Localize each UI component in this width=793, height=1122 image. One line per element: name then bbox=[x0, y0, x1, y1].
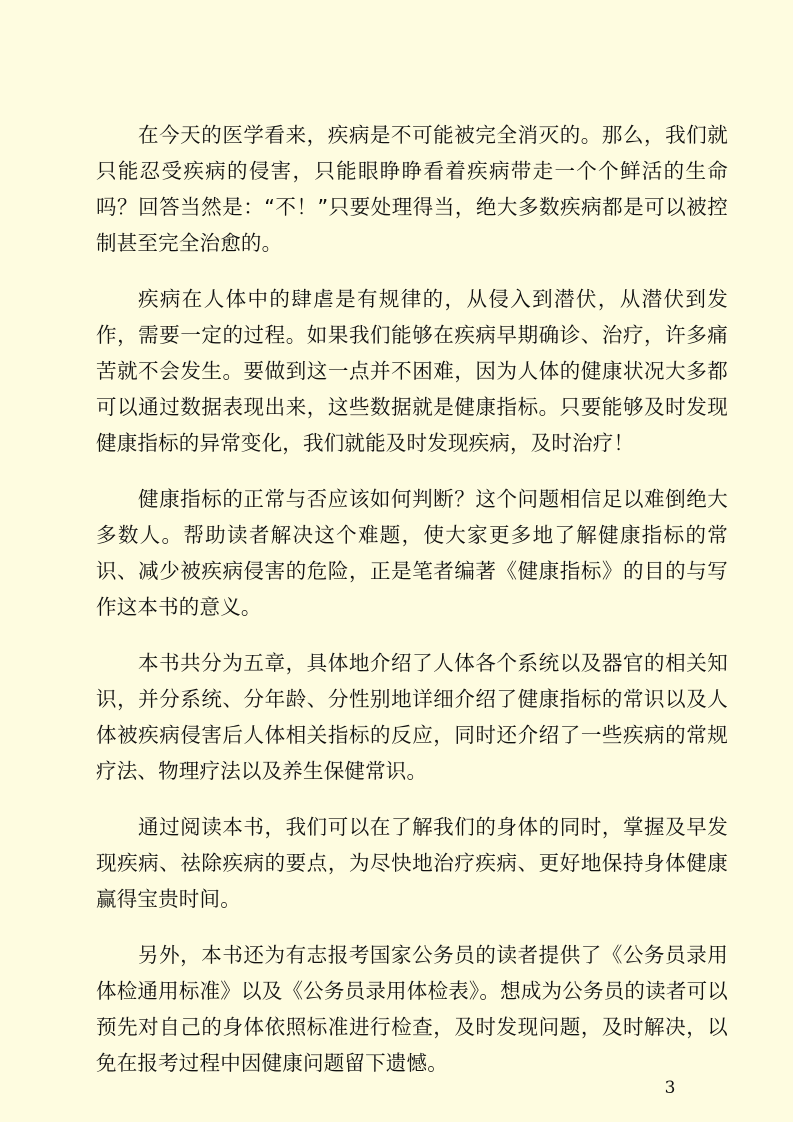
paragraph-1: 在今天的医学看来，疾病是不可能被完全消灭的。那么，我们就只能忍受疾病的侵害，只能眼睁睁看着疾病带走一个个鲜活的生命吗？回答当然是：“不！”只要处理得当，绝大多数疾病都是可以被控制甚至完全治愈的。 bbox=[96, 123, 728, 255]
paragraph-2: 疾病在人体中的肆虐是有规律的，从侵入到潜伏，从潜伏到发作，需要一定的过程。如果我们能够在疾病早期确诊、治疗，许多痛苦就不会发生。要做到这一点并不困难，因为人体的健康状况大多都可以通过数据表现出来，这些数据就是健康指标。只要能够及时发现健康指标的异常变化，我们就能及时发现疾病，及时治疗！ bbox=[96, 287, 728, 455]
paragraph-4: 本书共分为五章，具体地介绍了人体各个系统以及器官的相关知识，并分系统、分年龄、分性别地详细介绍了健康指标的常识以及人体被疾病侵害后人体相关指标的反应，同时还介绍了一些疾病的常规疗法、物理疗法以及养生保健常识。 bbox=[96, 651, 728, 783]
body-text bbox=[96, 117, 728, 1101]
paragraph-3: 健康指标的正常与否应该如何判断？这个问题相信足以难倒绝大多数人。帮助读者解决这个难题，使大家更多地了解健康指标的常识、减少被疾病侵害的危险，正是笔者编著《健康指标》的目的与写作这本书的意义。 bbox=[96, 487, 728, 619]
paragraph-5: 通过阅读本书，我们可以在了解我们的身体的同时，掌握及早发现疾病、祛除疾病的要点，为尽快地治疗疾病、更好地保持身体健康赢得宝贵时间。 bbox=[96, 815, 728, 911]
paragraph-6: 另外，本书还为有志报考国家公务员的读者提供了《公务员录用体检通用标准》以及《公务员录用体检表》。想成为公务员的读者可以预先对自己的身体依照标准进行检查，及时发现问题，及时解决，以免在报考过程中因健康问题留下遗憾。 bbox=[96, 943, 728, 1075]
page-number: 3 bbox=[664, 1078, 676, 1098]
